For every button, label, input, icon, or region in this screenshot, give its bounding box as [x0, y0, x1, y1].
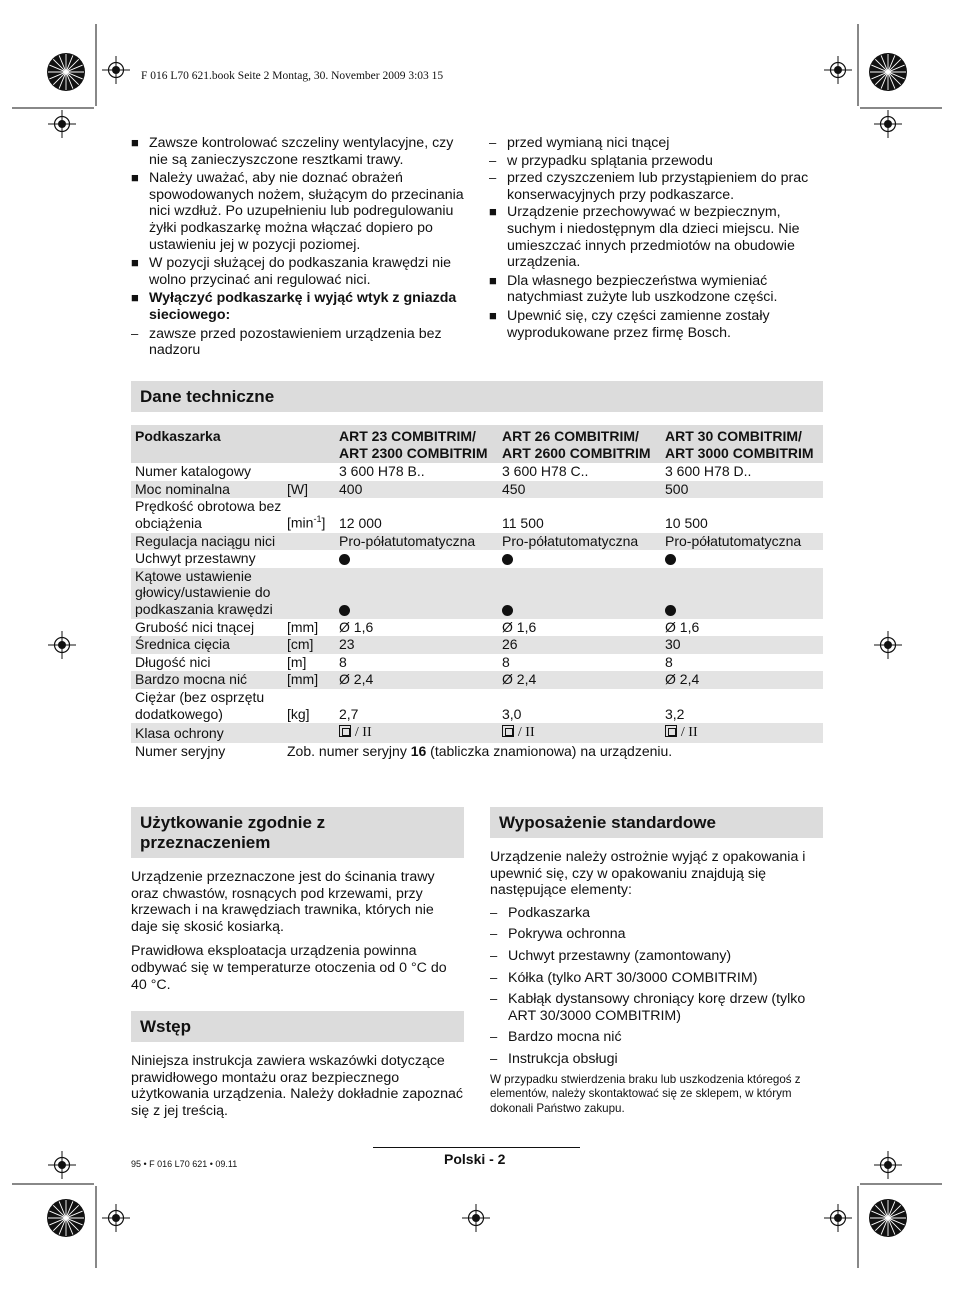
cell: 400 — [335, 481, 498, 499]
cell: 23 — [335, 636, 498, 654]
list-item — [131, 290, 464, 323]
bullet-dash: – — [490, 904, 498, 920]
header-label: Podkaszarka — [131, 425, 283, 463]
filled-dot-icon — [665, 554, 676, 565]
row-unit: [kg] — [287, 705, 310, 722]
protection-class-text: / II — [354, 725, 372, 741]
section-heading-tech: Dane techniczne — [131, 381, 823, 412]
cell — [335, 550, 498, 568]
bullet-dash: – — [490, 947, 498, 963]
model-line: ART 30 COMBITRIM/ — [665, 428, 802, 444]
bullet-dash: – — [490, 1029, 498, 1045]
row-label: Ciężar (bez osprzętu dodatkowego) — [135, 688, 265, 722]
footer-rule — [373, 1147, 580, 1148]
bullet-dash: – — [489, 152, 497, 168]
list-item-text: Wyłączyć podkaszarkę i wyjąć wtyk z gniazda sieciowego: — [149, 290, 457, 323]
bullet-square-icon: ■ — [131, 255, 139, 271]
protection-class-icon — [502, 725, 514, 737]
row-label: Klasa ochrony — [131, 723, 283, 743]
row-unit — [283, 550, 335, 568]
cell: Ø 2,4 — [661, 671, 823, 689]
filled-dot-icon — [339, 605, 350, 616]
bullet-dash: – — [490, 926, 498, 942]
cell — [661, 568, 823, 619]
filled-dot-icon — [665, 605, 676, 616]
unit-text: ] — [321, 514, 326, 531]
usage-text — [131, 869, 464, 1001]
standard-text — [490, 849, 823, 1116]
cell — [498, 550, 661, 568]
row-label: Numer katalogowy — [135, 463, 251, 480]
bullet-square-icon: ■ — [131, 170, 139, 186]
cell: 26 — [498, 636, 661, 654]
tech-data-table — [131, 425, 823, 760]
cell: 2,7 — [339, 705, 359, 722]
cell: Ø 1,6 — [502, 618, 537, 635]
table-row — [131, 723, 823, 743]
list-item-text: Instrukcja obsługi — [508, 1050, 618, 1067]
bullet-dash: – — [490, 969, 498, 985]
table-header-row — [131, 425, 823, 463]
protection-class-icon — [665, 725, 677, 737]
cell: 8 — [502, 653, 510, 670]
list-item-text: Należy uważać, aby nie doznać obrażeń spowodowanych nożem, służącym do przecinania nici wzdłuż. Po uzupełnieniu lub podregulowaniu żyłki podkaszarkę można włączać dopiero po ustawieniu jej w pozycji poziomej. — [149, 170, 464, 253]
serial-note — [283, 743, 823, 761]
safety-left-column — [131, 135, 464, 361]
list-item — [490, 991, 823, 1024]
list-item-text: Kółka (tylko ART 30/3000 COMBITRIM) — [508, 969, 758, 986]
unit-superscript: -1 — [313, 514, 322, 525]
protection-class-icon — [339, 725, 351, 737]
row-unit — [283, 463, 335, 481]
table-row — [131, 636, 823, 654]
cell: 3 600 H78 C.. — [502, 463, 589, 480]
bullet-square-icon: ■ — [489, 307, 497, 323]
bullet-square-icon: ■ — [131, 290, 139, 306]
section-heading-standard: Wyposażenie standardowe — [490, 807, 823, 838]
intro-text — [131, 1053, 464, 1127]
list-item — [489, 135, 823, 152]
row-label: Bardzo mocna nić — [131, 671, 283, 689]
cell: 3 600 H78 B.. — [339, 463, 425, 480]
model-line: ART 2600 COMBITRIM — [502, 444, 651, 461]
heading-line: przeznaczeniem — [140, 833, 271, 852]
list-item — [490, 905, 823, 922]
paragraph: Niniejsza instrukcja zawiera wskazówki dotyczące prawidłowego montażu oraz bezpiecznego użytkowania urządzenia. Należy dokładnie zapoznać się z jej treścią. — [131, 1053, 464, 1119]
cell: 30 — [661, 636, 823, 654]
list-item-text: Bardzo mocna nić — [508, 1029, 622, 1046]
print-header: F 016 L70 621.book Seite 2 Montag, 30. November 2009 3:03 15 — [141, 70, 444, 82]
table-row — [131, 654, 823, 672]
table-row — [131, 568, 823, 619]
filled-dot-icon — [502, 605, 513, 616]
cell — [498, 723, 661, 743]
page-number: Polski - 2 — [444, 1151, 506, 1167]
cell: 3,2 — [665, 705, 685, 722]
list-item — [131, 255, 464, 288]
list-item — [490, 1051, 823, 1068]
paragraph: Prawidłowa eksploatacja urządzenia powinna odbywać się w temperaturze otoczenia od 0 °C do 40 °C. — [131, 943, 447, 993]
cell: 3 600 H78 D.. — [665, 463, 752, 480]
cell: 12 000 — [339, 514, 382, 531]
cell: 10 500 — [665, 514, 708, 531]
model-line: ART 2300 COMBITRIM — [339, 444, 488, 461]
list-item-text: przed wymianą nici tnącej — [507, 135, 670, 151]
cell — [498, 568, 661, 619]
bullet-square-icon: ■ — [489, 272, 497, 288]
heading-line: Użytkowanie zgodnie z — [140, 813, 326, 832]
cell — [661, 550, 823, 568]
list-item — [489, 273, 823, 306]
cell — [335, 568, 498, 619]
serial-text: Zob. numer seryjny — [287, 742, 411, 759]
table-row — [131, 619, 823, 637]
row-unit — [283, 723, 335, 743]
row-unit — [283, 533, 335, 551]
cell: 11 500 — [502, 514, 544, 531]
list-item-text: Zawsze kontrolować szczeliny wentylacyjne, czy nie są zanieczyszczone resztkami trawy. — [149, 135, 454, 168]
list-item-text: Uchwyt przestawny (zamontowany) — [508, 947, 732, 964]
cell: 8 — [665, 653, 673, 670]
list-item — [490, 970, 823, 987]
list-item — [489, 204, 823, 270]
bullet-square-icon: ■ — [489, 204, 497, 220]
bullet-dash: – — [490, 991, 498, 1007]
table-row — [131, 498, 823, 532]
list-item-text: zawsze przed pozostawieniem urządzenia bez nadzoru — [149, 325, 442, 359]
row-label: Kątowe ustawienie głowicy/ustawienie do podkaszania krawędzi — [131, 568, 283, 619]
model-line: ART 3000 COMBITRIM — [665, 444, 814, 461]
list-item-text: w przypadku splątania przewodu — [507, 152, 713, 169]
row-unit: [cm] — [283, 636, 335, 654]
bullet-dash: – — [490, 1050, 498, 1066]
model-line: ART 26 COMBITRIM/ — [502, 428, 639, 444]
note: W przypadku stwierdzenia braku lub uszkodzenia któregoś z elementów, należy skontaktować się ze sklepem, w którym dokonali Państwo zakupu. — [490, 1072, 801, 1115]
row-label: Grubość nici tnącej — [135, 618, 255, 635]
section-heading-intro: Wstęp — [131, 1011, 464, 1042]
row-unit — [283, 498, 335, 532]
list-item-text: Pokrywa ochronna — [508, 926, 626, 943]
protection-class-text: / II — [680, 725, 698, 741]
protection-class-text: / II — [517, 725, 535, 741]
list-item — [489, 170, 823, 203]
cell: 500 — [661, 481, 823, 499]
list-item-text: przed czyszczeniem lub przystąpieniem do prac konserwacyjnych przy podkaszarce. — [507, 170, 809, 203]
paragraph: Urządzenie należy ostrożnie wyjąć z opakowania i upewnić się, czy w opakowaniu znajdują się następujące elementy: — [490, 849, 806, 899]
list-item — [131, 170, 464, 253]
list-item — [131, 135, 464, 168]
cell: Pro-półatutomatyczna — [335, 533, 498, 551]
table-row — [131, 481, 823, 499]
row-unit: [W] — [283, 481, 335, 499]
footer-code: 95 • F 016 L70 621 • 09.11 — [131, 1159, 238, 1169]
section-heading-usage — [131, 807, 464, 858]
row-unit: [mm] — [287, 618, 319, 635]
list-item-text: Upewnić się, czy części zamienne zostały wyprodukowane przez firmę Bosch. — [507, 307, 770, 341]
row-unit — [283, 568, 335, 619]
row-label: Długość nici — [135, 653, 211, 670]
list-item — [490, 1029, 823, 1046]
cell: Pro-półatutomatyczna — [498, 533, 661, 551]
bullet-dash: – — [489, 170, 497, 186]
row-label: Numer seryjny — [135, 742, 226, 759]
list-item — [489, 153, 823, 170]
table-row — [131, 550, 823, 568]
header-model — [661, 425, 823, 463]
list-item — [131, 326, 464, 359]
table-row — [131, 743, 823, 761]
serial-text: (tabliczka znamionowa) na urządzeniu. — [426, 742, 673, 759]
list-item-text: Dla własnego bezpieczeństwa wymieniać natychmiast zużyte lub uszkodzone części. — [507, 272, 778, 306]
list-item — [490, 926, 823, 943]
paragraph: Urządzenie przeznaczone jest do ścinania trawy oraz chwastów, rosnących pod krzewami, przy krzewach i na krawędziach trawnika, których nie daje się skosić kosiarką. — [131, 869, 435, 935]
table-row — [131, 689, 823, 723]
list-item-text: Urządzenie przechowywać w bezpiecznym, suchym i niedostępnym dla dzieci miejscu. Nie umieszczać innych przedmiotów na obudowie urządzenia. — [507, 204, 800, 271]
cell: Pro-półatutomatyczna — [661, 533, 823, 551]
filled-dot-icon — [339, 554, 350, 565]
table-row — [131, 463, 823, 481]
row-unit: [m] — [287, 653, 307, 670]
row-label: Uchwyt przestawny — [135, 550, 256, 567]
header-model — [335, 425, 498, 463]
list-item — [489, 308, 823, 341]
list-item — [490, 948, 823, 965]
header-model — [498, 425, 661, 463]
list-item-text: Podkaszarka — [508, 904, 591, 921]
row-unit: [mm] — [283, 671, 335, 689]
cell: Ø 2,4 — [498, 671, 661, 689]
safety-right-column — [489, 135, 823, 343]
cell: Ø 1,6 — [339, 618, 374, 635]
bullet-square-icon: ■ — [131, 135, 139, 150]
table-row — [131, 533, 823, 551]
table-row — [131, 671, 823, 689]
unit-text: [min — [287, 514, 314, 531]
row-label: Regulacja naciągu nici — [131, 533, 283, 551]
row-label: Moc nominalna — [131, 481, 283, 499]
filled-dot-icon — [502, 554, 513, 565]
list-item-text: W pozycji służącej do podkaszania krawędzi nie wolno przycinać ani regulować nici. — [149, 255, 452, 288]
row-label: Średnica cięcia — [131, 636, 283, 654]
header-unit — [283, 425, 335, 463]
bullet-dash: – — [489, 135, 497, 150]
cell: 8 — [339, 653, 347, 670]
serial-ref: 16 — [410, 742, 427, 759]
bullet-dash: – — [131, 325, 139, 341]
cell — [335, 723, 498, 743]
cell — [661, 723, 823, 743]
row-label: Prędkość obrotowa bez obciążenia — [135, 498, 282, 531]
cell: 3,0 — [502, 705, 522, 722]
cell: 450 — [498, 481, 661, 499]
model-line: ART 23 COMBITRIM/ — [339, 428, 476, 444]
cell: Ø 2,4 — [335, 671, 498, 689]
cell: Ø 1,6 — [665, 618, 700, 635]
list-item-text: Kabłąk dystansowy chroniący korę drzew (tylko ART 30/3000 COMBITRIM) — [508, 991, 806, 1024]
